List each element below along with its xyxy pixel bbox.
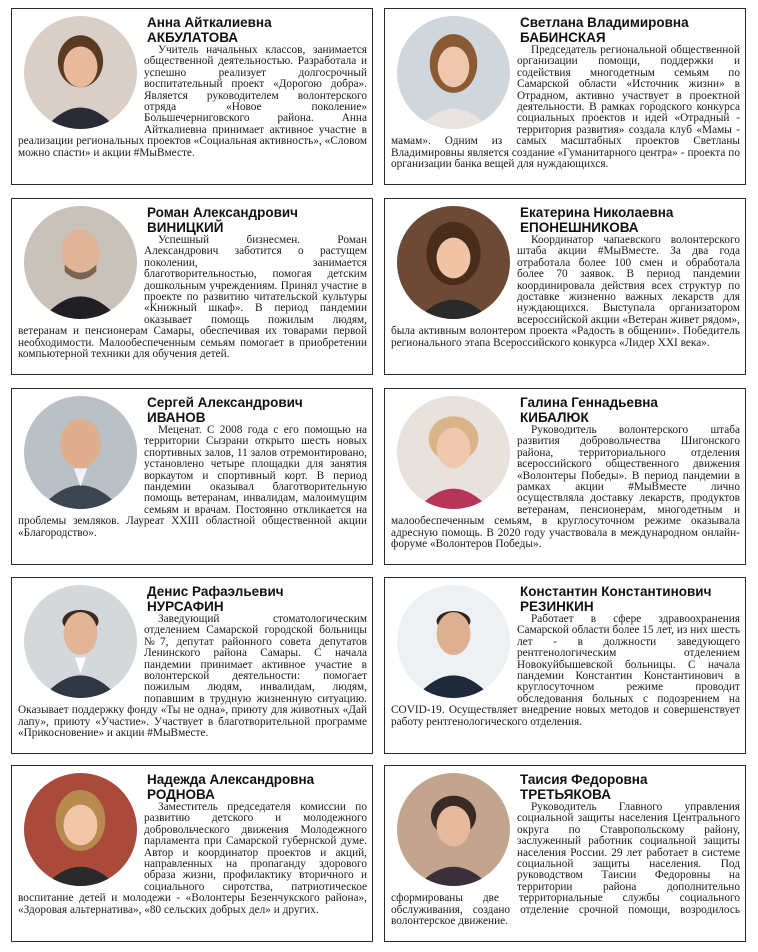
person-first-names: Светлана Владимировна	[520, 15, 689, 30]
person-first-names: Екатерина Николаевна	[520, 205, 674, 220]
person-last-name: НУРСАФИН	[147, 599, 224, 614]
person-last-name: КИБАЛЮК	[520, 410, 589, 425]
person-last-name: ВИНИЦКИЙ	[147, 220, 224, 235]
person-bio: Успешный бизнесмен. Роман Александрович заботится о растущем поколении, занимается благотворительностью, помогая детским дошкольным учреждениям. Принял участие в проекте по развитию читательской культуры «Книжный шкаф». В период пандемии оказывает помощь пожилым людям, ветеранам и пенсионерам Самары, обеспечивая их товарами первой необходимости. Малообеспеченным семьям помогает в приобретении компьютерной техники для обучения детей.	[18, 234, 367, 361]
person-last-name: РЕЗИНКИН	[520, 599, 594, 614]
person-first-names: Роман Александрович	[147, 205, 299, 220]
person-bio: Руководитель Главного управления социальной защиты населения Центрального округа по Ставропольскому району, заслуженный работник социальной защиты населения России. 29 лет работает в системе социальной защиты населения. Под руководством Таисии Федоровны на территории района дополнительно сформированы две территориальные службы социального обслуживания, создано отделение срочной помощи, возродилось волонтерское движение.	[391, 801, 740, 928]
profile-card-kibalyuk	[384, 388, 746, 565]
person-last-name: ТРЕТЬЯКОВА	[520, 787, 611, 802]
profile-card-nursafin	[11, 577, 373, 754]
person-bio: Меценат. С 2008 года с его помощью на территории Сызрани открыто шесть новых спортивных залов, 11 залов отремонтировано, установлено четыре площадки для занятия воркаутом и спортивный корт. В период пандемии оказывал благотворительную помощь ветеранам, инвалидам, малоимущим семьям и врачам. Постоянно откликается на проблемы земляков. Лауреат XXIII областной общественной акции «Благородство».	[18, 424, 367, 539]
profile-card-babinskaya	[384, 8, 746, 185]
person-last-name: БАБИНСКАЯ	[520, 30, 606, 45]
profile-card-vinitsky	[11, 198, 373, 375]
person-last-name: АКБУЛАТОВА	[147, 30, 239, 45]
profile-card-eponeshnikova	[384, 198, 746, 375]
profile-card-rezinkin	[384, 577, 746, 754]
person-bio: Председатель региональной общественной организации помощи, поддержки и содействия многодетным семьям по Самарской области «Источник жизни» в Отрадном, активно участвует в проектной деятельности. В рамках городского конкурса социальных проектов и идей «Отрадный - территория развития» создала клуб «Мамы - мамам». Одним из самых масштабных проектов Светланы Владимировны является создание «Гуманитарного центра» - проекта по организации банка вещей для нуждающихся.	[391, 44, 740, 171]
profile-card-rodnova	[11, 765, 373, 942]
person-first-names: Таисия Федоровна	[520, 772, 648, 787]
person-first-names: Анна Айткалиевна	[147, 15, 272, 30]
person-bio: Заведующий стоматологическим отделением Самарской городской больницы №7, депутат районного совета депутатов Ленинского района Самары. С начала пандемии принимает активное участие в волонтерской деятельности: помогает пожилым людям, инвалидам, людям, попавшим в трудную жизненную ситуацию. Оказывает поддержку фонду «Ты не одна», приюту для животных «Дай лапу», приюту «Участие». Участвует в благотворительной программе «Прикосновение» и акции #МыВместе.	[18, 613, 367, 740]
profile-card-akbulatova	[11, 8, 373, 185]
person-last-name: ЕПОНЕШНИКОВА	[520, 220, 639, 235]
person-bio: Заместитель председателя комиссии по развитию детского и молодежного добровольческого движения Молодежного парламента при Самарской губернской думе. Автор и координатор проектов и акций, направленных на пропаганду здорового образа жизни, профилактику вторичного и социального сиротства, патриотическое воспитание детей и молодежи - «Волонтеры Безенчукского района», «Здоровая альтернатива», «80 сельских добрых дел» и других.	[18, 801, 367, 916]
person-bio: Учитель начальных классов, занимается общественной деятельностью. Разработала и успешно реализует долгосрочный воспитательный проект «Дорогою добра». Является руководителем волонтерского отряда «Новое поколение» Большечерниговского района. Анна Айткалиевна принимает активное участие в реализации региональных проектов «Социальная активность», «Словом можно спасти» и акции #МыВместе.	[18, 44, 367, 159]
person-first-names: Денис Рафаэльевич	[147, 584, 284, 599]
person-last-name: ИВАНОВ	[147, 410, 206, 425]
person-bio: Работает в сфере здравоохранения Самарской области более 15 лет, из них шесть лет - в должности заведующего рентгенологическим отделением Новокуйбышевской больницы. С начала пандемии Константин Константинович в круглосуточном режиме проводит обследования больных с подозрением на COVID-19. Осуществляет внедрение новых методов и совершенствует работу рентгенологического отделения.	[391, 613, 740, 728]
person-first-names: Константин Константинович	[520, 584, 712, 599]
person-bio: Координатор чапаевского волонтерского штаба акции #МыВместе. За два года отработала более 100 смен и обработала более 70 заявок. В период пандемии координировала действия всех структур по доставке жизненно важных лекарств для нуждающихся. Выступала организатором всероссийской акции «Ветеран живет рядом», была активным волонтером проекта «Радость в общении». Победитель регионального этапа Всероссийского конкурса «Лидер XXI века».	[391, 234, 740, 349]
profile-card-tretyakova	[384, 765, 746, 942]
person-first-names: Галина Геннадьевна	[520, 395, 658, 410]
person-first-names: Сергей Александрович	[147, 395, 303, 410]
person-bio: Руководитель волонтерского штаба развития добровольчества Шигонского района, территориального отделения всероссийского общественного движения «Волонтеры Победы». В период пандемии в рамках акции #МыВместе лично осуществляла доставку лекарств, продуктов ветеранам, пенсионерам, многодетным и малообеспеченным семьям, в круглосуточном режиме оказывала адресную помощь. В 2020 году участвовала в международном онлайн-форуме «Волонтеров Победы».	[391, 424, 740, 551]
person-first-names: Надежда Александровна	[147, 772, 315, 787]
person-last-name: РОДНОВА	[147, 787, 215, 802]
profile-card-ivanov	[11, 388, 373, 565]
